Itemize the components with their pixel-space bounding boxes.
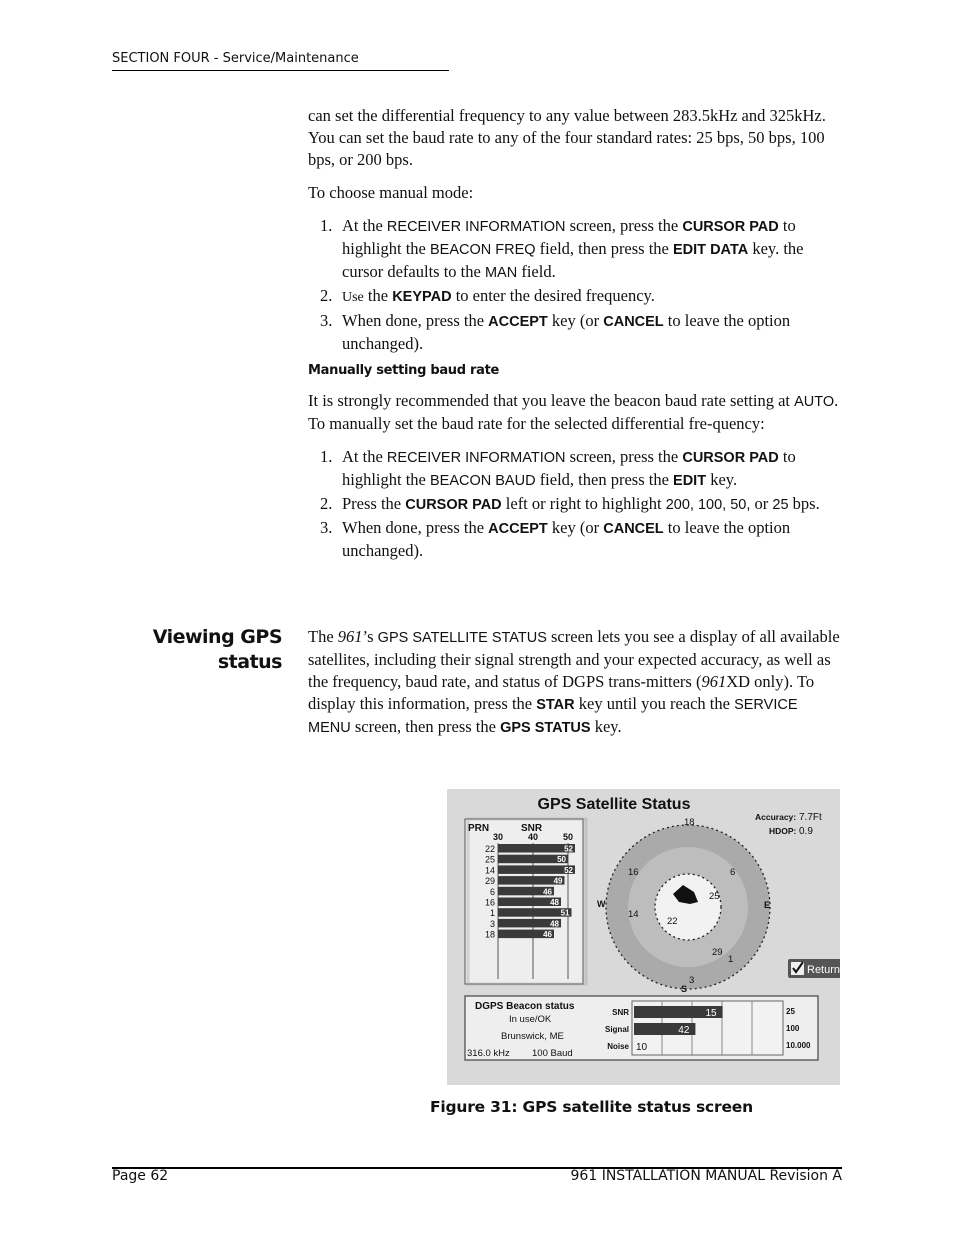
prn-value: 6	[489, 886, 495, 897]
satellite-label: 16	[628, 867, 639, 878]
model-number: 961	[701, 672, 727, 691]
header-rule	[112, 70, 449, 71]
beacon-meter-value: 42	[678, 1025, 690, 1036]
step-text: to enter the desired frequency.	[451, 286, 655, 305]
step-text: Press the	[342, 494, 406, 513]
snr-value: 48	[550, 919, 559, 929]
key-name: CURSOR PAD	[682, 219, 779, 235]
beacon-meter-value: 10	[636, 1042, 648, 1053]
step-number: 1.	[320, 216, 333, 235]
step-text: field, then press the	[535, 470, 674, 489]
step-number: 2.	[320, 494, 333, 513]
text-run: . To manually set the baud rate for the selected differential fre-quency:	[308, 391, 839, 433]
field-name: MAN	[484, 265, 518, 281]
prn-value: 25	[484, 854, 495, 865]
beacon-station: Brunswick, ME	[501, 1031, 564, 1042]
field-name: BEACON FREQ	[430, 242, 536, 258]
list-item	[308, 517, 843, 562]
snr-label: SNR	[521, 823, 543, 834]
snr-value: 52	[564, 865, 573, 875]
baud-block	[308, 390, 843, 562]
text-run: screen lets you see a display of all available satellites, including their signal strength and your expected accuracy, as well as the frequency, baud rate, and status of DGPS trans-mitters (	[308, 627, 840, 691]
gps-satellite-status-screen	[447, 789, 840, 1085]
snr-value: 51	[560, 908, 570, 918]
key-name: CURSOR PAD	[682, 450, 779, 466]
prn-value: 3	[489, 918, 495, 929]
beacon-scale-value: 25	[786, 1007, 795, 1016]
snr-value: 50	[557, 855, 566, 865]
step-text: key.	[706, 470, 738, 489]
beacon-status: In use/OK	[509, 1014, 552, 1025]
prn-value: 22	[484, 844, 495, 854]
step-number: 2.	[320, 286, 333, 305]
step-text: the	[363, 286, 393, 305]
satellite-label: 3	[689, 975, 695, 986]
step-text: At the	[342, 216, 387, 235]
manual-steps-list	[308, 215, 843, 355]
text-run: key until you reach the	[574, 694, 735, 713]
prn-label: PRN	[468, 823, 490, 834]
step-text: bps.	[788, 494, 820, 513]
screen-name: RECEIVER INFORMATION	[386, 450, 566, 466]
side-heading-line: Viewing GPS	[152, 626, 282, 648]
snr-scale-tick: 50	[562, 832, 574, 842]
step-text: field.	[517, 262, 556, 281]
satellite-label: 14	[628, 909, 639, 920]
snr-value: 52	[564, 844, 573, 854]
field-name: BEACON BAUD	[430, 473, 536, 489]
return-button[interactable]	[788, 959, 840, 978]
snr-value: 48	[550, 898, 559, 907]
beacon-row-label: SNR	[612, 1008, 629, 1017]
accuracy-label: Accuracy:	[755, 812, 797, 822]
step-text: screen, press the	[565, 216, 683, 235]
manual-title: 961 INSTALLATION MANUAL Revision A	[570, 1168, 842, 1184]
step-text: screen, press the	[565, 447, 683, 466]
prn-value: 1	[489, 908, 495, 919]
step-text: When done, press the	[342, 311, 489, 330]
hdop-label: HDOP:	[769, 826, 797, 836]
key-name: ACCEPT	[488, 314, 548, 330]
prn-value: 18	[484, 929, 495, 940]
intro-paragraph: can set the differential frequency to any value between 283.5kHz and 325kHz. You can set the baud rate to any of the four standard rates: 25 bps, 50 bps, 100 bps, or 200 bps.	[308, 106, 826, 169]
step-text: key (or	[547, 311, 604, 330]
step-text: key. the cursor defaults to the	[342, 239, 804, 281]
text-run: ’s	[362, 627, 378, 646]
side-heading-line: status	[217, 651, 282, 673]
satellite-label: 18	[684, 817, 695, 828]
option-values: 200, 100, 50,	[665, 497, 751, 513]
step-text: to leave the option unchanged).	[342, 311, 791, 353]
satellite-label: 6	[730, 867, 736, 878]
setting-name: AUTO	[794, 394, 835, 410]
list-item	[308, 310, 843, 355]
satellite-label: 25	[709, 891, 720, 902]
step-text: Use	[342, 290, 364, 305]
key-name: CURSOR PAD	[405, 497, 502, 513]
hdop-value: 0.9	[799, 826, 813, 837]
prn-value: 14	[484, 865, 495, 876]
sky-direction-e: E	[764, 900, 771, 910]
step-text: to highlight the	[342, 216, 796, 258]
key-name: CANCEL	[603, 521, 664, 537]
baud-steps-list	[308, 446, 843, 562]
sky-direction-w: W	[597, 899, 606, 909]
list-item	[308, 285, 843, 309]
step-text: left or right to highlight	[501, 494, 666, 513]
side-heading-viewing-gps-status	[120, 625, 282, 675]
snr-value: 46	[543, 930, 552, 940]
key-name: KEYPAD	[392, 289, 452, 305]
beacon-row-label: Signal	[604, 1025, 629, 1034]
beacon-title: DGPS Beacon status	[475, 1001, 575, 1012]
screen-name: SERVICE MENU	[308, 697, 798, 736]
list-item	[308, 493, 843, 516]
list-item	[308, 215, 843, 284]
gps-paragraph	[308, 626, 843, 739]
step-number: 3.	[320, 518, 333, 537]
step-text: key (or	[547, 518, 604, 537]
step-number: 1.	[320, 447, 333, 466]
beacon-meter-value: 15	[705, 1008, 717, 1019]
satellite-label: 22	[667, 916, 678, 927]
text-run: It is strongly recommended that you leave the beacon baud rate setting at	[308, 391, 795, 410]
satellite-label: 29	[712, 947, 723, 958]
page-number: Page 62	[112, 1168, 169, 1184]
text-run: key.	[590, 717, 622, 736]
baud-paragraph	[308, 390, 843, 435]
step-number: 3.	[320, 311, 333, 330]
section-header: SECTION FOUR - Service/Maintenance	[112, 51, 359, 66]
gps-status-figure	[447, 789, 840, 1085]
manual-mode-lead: To choose manual mode:	[308, 183, 474, 202]
beacon-scale-value: 100	[786, 1024, 800, 1033]
baud-subheading: Manually setting baud rate	[308, 363, 500, 378]
text-run: screen, then press the	[350, 717, 501, 736]
figure-caption: Figure 31: GPS satellite status screen	[430, 1098, 753, 1116]
key-name: STAR	[536, 697, 575, 713]
accuracy-value: 7.7Ft	[799, 812, 822, 823]
beacon-baud: 100 Baud	[532, 1048, 573, 1059]
beacon-scale-value: 10.000	[786, 1041, 811, 1050]
model-number: 961	[337, 627, 363, 646]
snr-value: 46	[543, 887, 552, 897]
step-text: or	[750, 494, 773, 513]
prn-value: 29	[484, 876, 495, 887]
return-label: Return	[807, 964, 840, 976]
step-text: When done, press the	[342, 518, 489, 537]
sky-direction-s: S	[681, 984, 688, 994]
prn-value: 16	[484, 897, 495, 908]
key-name: GPS STATUS	[500, 720, 591, 736]
screen-title: GPS Satellite Status	[537, 796, 691, 813]
intro-block	[308, 105, 843, 355]
key-name: EDIT	[673, 473, 707, 489]
list-item	[308, 446, 843, 492]
sky-inner-ring	[655, 874, 721, 940]
snr-value: 49	[553, 876, 563, 886]
snr-scale-tick: 40	[527, 832, 539, 842]
satellite-label: 1	[728, 954, 734, 965]
screen-name: GPS SATELLITE STATUS	[377, 630, 547, 646]
step-text: to highlight the	[342, 447, 796, 489]
beacon-frequency: 316.0 kHz	[467, 1048, 510, 1059]
key-name: ACCEPT	[488, 521, 548, 537]
key-name: CANCEL	[603, 314, 664, 330]
text-run: The	[308, 627, 338, 646]
step-text: At the	[342, 447, 387, 466]
screen-name: RECEIVER INFORMATION	[386, 219, 566, 235]
snr-scale-tick: 30	[492, 832, 504, 842]
beacon-row-label: Noise	[607, 1042, 629, 1051]
step-text: field, then press the	[535, 239, 674, 258]
key-name: EDIT DATA	[673, 242, 749, 258]
option-value: 25	[772, 497, 789, 513]
step-text: to leave the option unchanged).	[342, 518, 791, 560]
text-run: XD only). To display this information, press the	[308, 672, 815, 713]
